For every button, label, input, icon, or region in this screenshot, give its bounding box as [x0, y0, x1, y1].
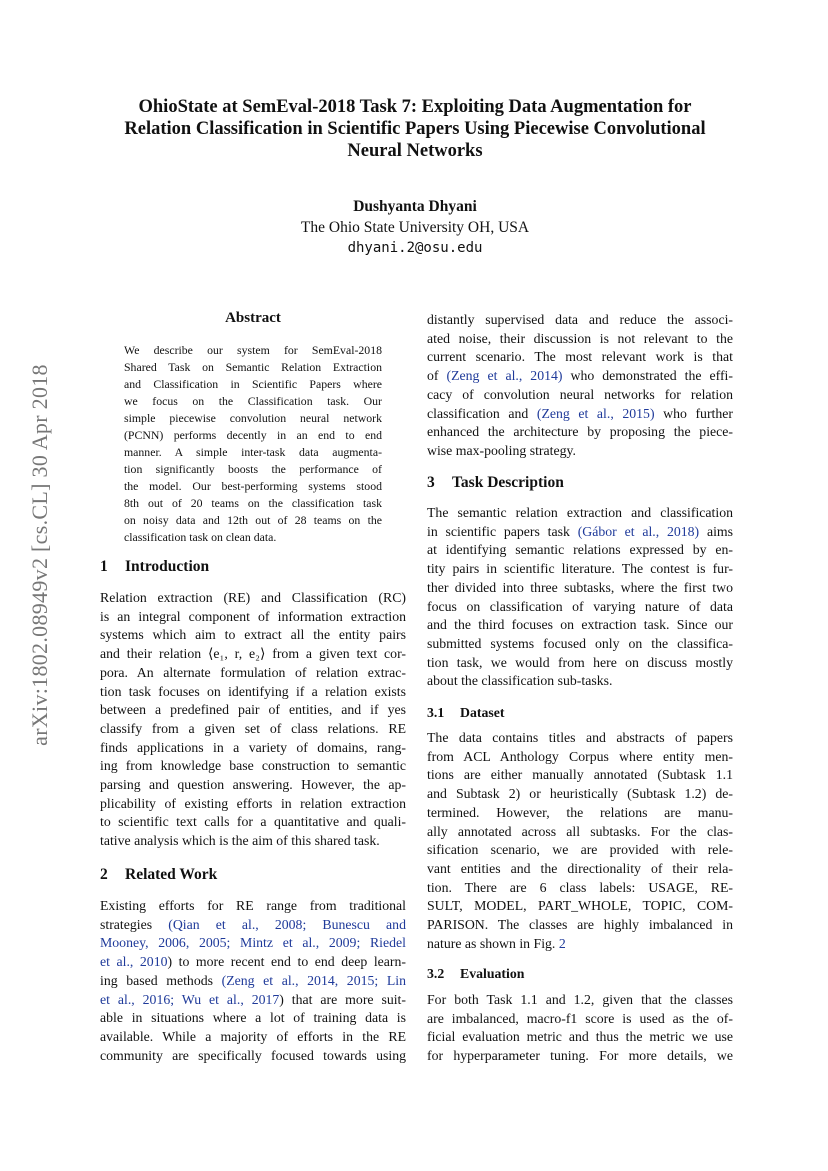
- text-line: The semantic relation extraction and classification: [427, 505, 733, 520]
- subsection-heading-dataset: [427, 705, 733, 721]
- section-title: Introduction: [125, 558, 210, 575]
- text-line: termined. However, the relations are manu-: [427, 804, 733, 820]
- text-span: aims: [699, 523, 734, 539]
- subsection-number: 3.1: [427, 705, 445, 720]
- text-line: classify from a given set of class relations. RE: [100, 720, 406, 736]
- citation-link[interactable]: et al., 2010: [100, 954, 168, 970]
- text-line: cacy of convolution neural networks for relation: [427, 386, 733, 402]
- text-line: Relation extraction (RE) and Classification (RC): [100, 590, 406, 605]
- text-line: ated noise, their discussion is not relevant to the: [427, 330, 733, 346]
- text-line: able in situations where a lot of training data is: [100, 1010, 406, 1026]
- text-line: tion task, we would from here on discuss mostly: [427, 654, 733, 670]
- text-line: between a predefined pair of entities, and if yes: [100, 702, 406, 718]
- text-span: classification and: [427, 405, 537, 421]
- text-line: [100, 972, 406, 991]
- text-span: who demonstrated the effi-: [562, 368, 733, 384]
- abstract-line: we focus on the Classification task. Our: [124, 394, 382, 408]
- abstract-line: and Classification in Scientific Papers where: [124, 377, 382, 391]
- section-number: 2: [100, 866, 108, 883]
- text-line: community are specifically focused towards using: [100, 1047, 406, 1063]
- text-line: and Subtask 2) or heuristically (Subtask 1.2) de-: [427, 786, 733, 802]
- text-line: plicability of existing efforts in relation extraction: [100, 795, 406, 811]
- text-line: from ACL Anthology Corpus where entity men-: [427, 748, 733, 764]
- abstract-heading: Abstract: [225, 310, 281, 326]
- text-line: tion task focuses on identifying if a relation exists: [100, 683, 406, 699]
- text-line: sification scenario, we are provided with rele-: [427, 842, 733, 858]
- abstract-line: tion significantly boosts the performance of: [124, 462, 382, 476]
- abstract-line: classification task on clean data.: [124, 530, 277, 544]
- subsection-number: 3.2: [427, 966, 445, 981]
- abstract-line: the model. Our best-performing systems stood: [124, 479, 382, 493]
- figure-reference-link[interactable]: 2: [558, 935, 566, 951]
- text-line: [427, 367, 733, 386]
- text-line: PARISON. The classes are highly imbalanced in: [427, 917, 733, 933]
- text-line: tions are either manually annotated (Subtask 1.1: [427, 767, 733, 783]
- text-line: at identifying semantic relations expressed by en-: [427, 542, 733, 558]
- arxiv-id-text: arXiv:1802.08949v2 [cs.CL] 30 Apr 2018: [27, 364, 52, 746]
- author-email: dhyani.2@osu.edu: [347, 240, 483, 256]
- text-span: ) that are more suit-: [279, 991, 406, 1007]
- dataset-paragraph: [427, 729, 733, 953]
- title-line: OhioState at SemEval-2018 Task 7: Exploiting Data Augmentation for: [138, 97, 692, 117]
- text-span: nature as shown in Fig.: [427, 935, 559, 951]
- text-line: tative analysis which is the aim of this shared task.: [100, 833, 380, 849]
- text-line: tion. There are 6 class labels: USAGE, RE-: [427, 879, 733, 895]
- text-line: pora. An alternate formulation of relation extrac-: [100, 664, 406, 680]
- text-line: ther divided into three subtasks, where the first two: [427, 579, 733, 595]
- text-span: ) to more recent end to end deep learn-: [167, 954, 406, 970]
- title-line: Relation Classification in Scientific Papers Using Piecewise Convolutional: [124, 119, 706, 139]
- text-line: are imbalanced, macro-f1 score is used as the of-: [427, 1010, 733, 1026]
- text-line: and the third focuses on extraction task. Since our: [427, 617, 733, 633]
- text-line: The data contains titles and abstracts of papers: [427, 730, 733, 745]
- text-line: vant entities and the directionality of their rela-: [427, 860, 733, 876]
- text-span: strategies: [100, 916, 169, 932]
- text-line: tity pairs in scientific literature. The contest is fur-: [427, 561, 733, 577]
- title-line: Neural Networks: [347, 141, 483, 161]
- author-affiliation: The Ohio State University OH, USA: [300, 219, 530, 236]
- text-line: [427, 523, 733, 542]
- text-line: is an integral component of information extraction: [100, 608, 406, 624]
- introduction-paragraph: [100, 589, 406, 851]
- text-line: ing from knowledge base construction to semantic: [100, 758, 406, 774]
- section-number: 1: [100, 558, 108, 575]
- author-name: Dushyanta Dhyani: [353, 198, 477, 215]
- text-line: [427, 405, 733, 424]
- section-number: 3: [427, 474, 435, 491]
- related-work-continued-paragraph: [427, 311, 733, 461]
- section-title: Task Description: [452, 474, 564, 491]
- section-heading-task-description: [427, 474, 733, 492]
- text-line: [100, 991, 406, 1010]
- text-line: distantly supervised data and reduce the associ-: [427, 312, 733, 327]
- text-span: of: [427, 368, 447, 384]
- abstract-line: We describe our system for SemEval-2018: [124, 343, 382, 357]
- abstract-line: 8th out of 20 teams on the classification task: [124, 496, 382, 510]
- subsection-title: Evaluation: [460, 966, 525, 981]
- text-line: and their relation ⟨e₁, r, e₂⟩ from a given text cor-: [100, 646, 406, 662]
- abstract-line: on noisy data and 12th out of 28 teams on the: [124, 513, 382, 527]
- citation-link[interactable]: (Zeng et al., 2015): [536, 405, 655, 421]
- text-line: SULT, MODEL, PART_WHOLE, TOPIC, COM-: [427, 898, 733, 914]
- abstract-line: Shared Task on Semantic Relation Extraction: [124, 360, 382, 374]
- citation-link[interactable]: (Qian et al., 2008; Bunescu and: [168, 916, 406, 932]
- citation-link[interactable]: (Zeng et al., 2014): [446, 368, 563, 384]
- text-line: enhanced the architecture by proposing the piece-: [427, 424, 733, 440]
- author-block: [90, 196, 740, 259]
- text-line: [100, 916, 406, 935]
- abstract-body: [124, 342, 382, 546]
- text-line: [100, 953, 406, 972]
- text-line: Existing efforts for RE range from traditional: [100, 898, 406, 913]
- section-heading-related-work: [100, 866, 406, 884]
- text-line: For both Task 1.1 and 1.2, given that the classes: [427, 992, 733, 1007]
- text-line: available. While a majority of efforts in the RE: [100, 1028, 406, 1044]
- abstract-line: manner. A simple inter-task data augmenta-: [124, 445, 382, 459]
- text-line: ally annotated across all subtasks. For the clas-: [427, 823, 733, 839]
- evaluation-paragraph: [427, 991, 733, 1066]
- paper-title: [90, 96, 740, 162]
- citation-link[interactable]: Mooney, 2006, 2005; Mintz et al., 2009; Riedel: [100, 935, 406, 951]
- related-work-paragraph: [100, 897, 406, 1065]
- arxiv-identifier: [10, 175, 70, 935]
- section-title: Related Work: [125, 866, 218, 883]
- citation-link[interactable]: (Gábor et al., 2018): [577, 523, 700, 539]
- subsection-title: Dataset: [460, 705, 505, 720]
- citation-link[interactable]: (Zeng et al., 2014, 2015; Lin: [221, 972, 406, 988]
- abstract-line: simple piecewise convolution neural network: [124, 411, 382, 425]
- text-span: in scientific papers task: [427, 523, 578, 539]
- text-span: who further: [654, 405, 733, 421]
- text-line: wise max-pooling strategy.: [427, 442, 576, 458]
- text-line: about the classification sub-tasks.: [427, 673, 613, 689]
- text-line: to scientific text calls for a quantitative and quali-: [100, 814, 406, 830]
- text-line: parsing and question answering. However, the ap-: [100, 777, 406, 793]
- text-line: finds applications in a variety of domains, rang-: [100, 739, 406, 755]
- subsection-heading-evaluation: [427, 966, 733, 982]
- text-line: [427, 935, 733, 954]
- text-line: current scenario. The most relevant work is that: [427, 349, 733, 365]
- section-heading-introduction: [100, 558, 406, 576]
- text-line: submitted systems focused only on the classifica-: [427, 635, 733, 651]
- task-description-paragraph: [427, 504, 733, 691]
- text-line: focus on classification of varying nature of data: [427, 598, 733, 614]
- citation-link[interactable]: et al., 2016; Wu et al., 2017: [100, 991, 280, 1007]
- text-line: ficial evaluation metric and thus the metric we use: [427, 1029, 733, 1045]
- text-line: [100, 934, 406, 953]
- text-span: ing based methods: [100, 972, 222, 988]
- text-line: for hyperparameter tuning. For more details, we: [427, 1048, 733, 1064]
- text-line: systems which aim to extract all the entity pairs: [100, 627, 406, 643]
- abstract-line: (PCNN) performs decently in an end to end: [124, 428, 382, 442]
